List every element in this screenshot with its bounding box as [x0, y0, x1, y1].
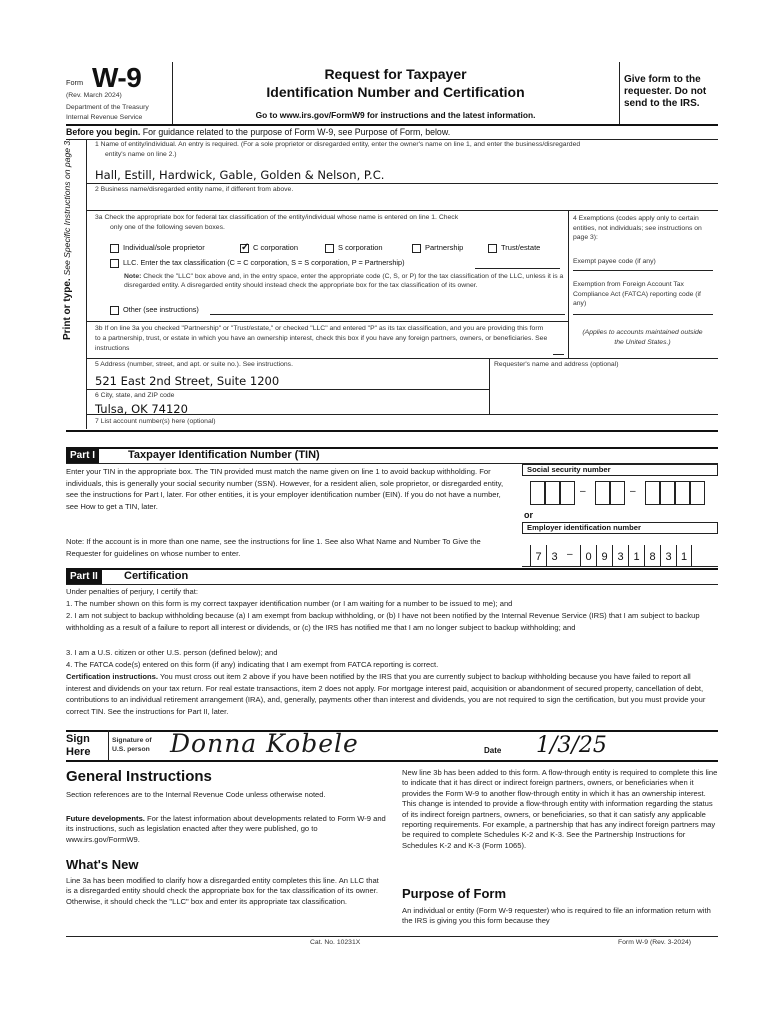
line3b-explanation: New line 3b has been added to this form. A flow-through entity is required to complete this line to indicate that it has direct or indirect foreign partners, owners, or beneficiaries when it provides the Form W-9 to another flow-through entity in which it has an ownership interest. This change is intended to provide a flow-through entity with information regarding the status of its indirect foreign partners, owners, or beneficiaries, so that it can satisfy any applicable reporting requirements. For example, a partnership that has any indirect foreign partners may be required to complete Schedules K-2 and K-3. See the Partnership Instructions for Schedules K-2 and K-3 (Form 1065). — [402, 768, 718, 850]
cert-item-3: 3. I am a U.S. citizen or other U.S. person (defined below); and — [66, 648, 278, 657]
date-field[interactable]: 1/3/25 — [536, 733, 607, 758]
ssn-box-6[interactable] — [645, 481, 660, 505]
goto-instructions: Go to www.irs.gov/FormW9 for instructions and the latest information. — [255, 110, 536, 120]
applies-note: (Applies to accounts maintained outside the United States.) — [582, 329, 703, 346]
department: Department of the Treasury — [66, 104, 149, 111]
line6-city-field[interactable]: Tulsa, OK 74120 — [95, 402, 188, 416]
ssn-box-9[interactable] — [690, 481, 705, 505]
part2-intro: Under penalties of perjury, I certify that: — [66, 587, 198, 596]
option-s-corporation[interactable]: S corporation — [325, 243, 383, 253]
option-c-corporation[interactable]: ✓ C corporation — [240, 243, 298, 253]
ein-digit-9: 1 — [676, 545, 692, 567]
sign-here-label: Sign Here — [66, 733, 91, 758]
option-llc[interactable]: LLC. Enter the tax classification (C = C corporation, S = S corporation, P = Partnership) — [110, 258, 405, 268]
checkbox-other[interactable] — [110, 306, 119, 315]
cert-item-1: 1. The number shown on this form is my correct taxpayer identification number (or I am waiting for a number to be issued to me); and — [66, 599, 513, 608]
form-label: Form — [66, 78, 84, 87]
ein-digit-6: 1 — [628, 545, 644, 567]
before-you-begin: Before you begin. For guidance related to the purpose of Form W-9, see Purpose of Form, below. — [66, 127, 451, 137]
line5-address-field[interactable]: 521 East 2nd Street, Suite 1200 — [95, 374, 280, 388]
ein-digit-1: 7 — [530, 545, 546, 567]
form-name: W-9 — [92, 62, 142, 93]
cert-instructions: Certification instructions. You must cross out item 2 above if you have been notified by the IRS that you are currently subject to backup withholding because you have failed to report all interest and dividends on your tax return. For real estate transactions, item 2 does not apply. For mortgage interest paid, acquisition or abandonment of secured property, cancellation of debt, contributions to an individual retirement arrangement (IRA), and, generally, payments other than interest and dividends, you are not required to sign the certification, but you must provide your correct TIN. See the instructions for Part II, later. — [66, 672, 706, 716]
ein-digit-8: 3 — [660, 545, 676, 567]
ssn-box-8[interactable] — [675, 481, 690, 505]
line5-label: 5 Address (number, street, and apt. or suite no.). See instructions. — [95, 361, 293, 368]
purpose-title: Purpose of Form — [402, 886, 507, 901]
option-individual[interactable]: Individual/sole proprietor — [110, 243, 205, 253]
line3a-label: 3a Check the appropriate box for federal tax classification of the entity/individual whose name is entered on line 1. Check — [95, 214, 459, 221]
line1-name-field[interactable]: Hall, Estill, Hardwick, Gable, Golden & Nelson, P.C. — [95, 168, 385, 182]
give-form-note: Give form to the requester. Do not send to the IRS. — [624, 74, 707, 109]
part1-badge: Part I — [66, 449, 99, 464]
checkbox-s-corporation[interactable] — [325, 244, 334, 253]
exempt-payee-label: Exempt payee code (if any) — [573, 258, 656, 265]
checkbox-llc[interactable] — [110, 259, 119, 268]
line3b-label: 3b If on line 3a you checked "Partnership" or "Trust/estate," or checked "LLC" and entered "P" as its tax classification, and you are providing this form to a partnership, trust, or estate in which you have an ownership interest, check this box if you have any foreign partners, owners, or beneficiaries. See instructions — [95, 325, 548, 352]
part1-note: Note: If the account is in more than one name, see the instructions for line 1. See also What Name and Number To Give the Requester for guidelines on whose number to enter. — [66, 537, 481, 558]
general-instructions-title: General Instructions — [66, 768, 212, 785]
signature-label: Signature of U.S. person — [112, 737, 152, 753]
checkbox-partnership[interactable] — [412, 244, 421, 253]
ssn-box-5[interactable] — [610, 481, 625, 505]
irs-label: Internal Revenue Service — [66, 114, 143, 121]
part1-text: Enter your TIN in the appropriate box. The TIN provided must match the name given on line 1 to avoid backup withholding. For individuals, this is generally your social security number (SSN). However, for a resident alien, sole proprietor, or disregarded entity, see the instructions for Part I, later. For other entities, it is your employer identification number (EIN). If you do not have a number, see How to get a TIN, later. — [66, 467, 504, 511]
option-partnership[interactable]: Partnership — [412, 243, 463, 253]
option-trust-estate[interactable]: Trust/estate — [488, 243, 540, 253]
line2-business-field[interactable] — [95, 197, 695, 209]
ein-digit-3: 0 — [580, 545, 596, 567]
ein-label: Employer identification number — [522, 522, 718, 534]
checkbox-trust-estate[interactable] — [488, 244, 497, 253]
ein-digit-5: 3 — [612, 545, 628, 567]
line3a-label-2: only one of the following seven boxes. — [110, 224, 225, 231]
title-line-2: Identification Number and Certification — [266, 84, 525, 100]
exemptions-heading: 4 Exemptions (codes apply only to certain entities, not individuals; see instructions on page 3): — [573, 215, 702, 242]
option-other[interactable]: Other (see instructions) — [110, 305, 199, 315]
ssn-box-1[interactable] — [530, 481, 545, 505]
signature-field[interactable]: Donna Kobele — [170, 729, 359, 758]
ein-digit-7: 8 — [644, 545, 660, 567]
or-label: or — [524, 510, 533, 520]
ein-digit-2: 3 — [546, 545, 562, 567]
ssn-box-2[interactable] — [545, 481, 560, 505]
ssn-box-7[interactable] — [660, 481, 675, 505]
requester-label: Requester's name and address (optional) — [494, 361, 619, 368]
cert-item-2: 2. I am not subject to backup withholding because (a) I am exempt from backup withholding, or (b) I have not been notified by the Internal Revenue Service (IRS) that I am subject to backup withholding as a result of a failure to report all interest or dividends, or (c) the IRS has notified me that I am no longer subject to backup withholding; and — [66, 611, 700, 632]
part2-title: Certification — [124, 570, 189, 582]
part2-badge: Part II — [66, 570, 102, 585]
checkbox-3b[interactable] — [553, 344, 564, 355]
purpose-text: An individual or entity (Form W-9 requester) who is required to file an information return with the IRS is giving you this form because they — [402, 906, 711, 926]
rev-date: (Rev. March 2024) — [66, 92, 122, 99]
ein-digit-4: 9 — [596, 545, 612, 567]
fatca-label: Exemption from Foreign Account Tax Compliance Act (FATCA) reporting code (if any) — [573, 281, 701, 308]
line6-label: 6 City, state, and ZIP code — [95, 392, 175, 399]
general-p2: Future developments. For the latest information about developments related to Form W-9 and its instructions, such as legislation enacted after they were published, go to www.irs.gov/FormW9. — [66, 814, 386, 844]
line1-label-2: entity's name on line 2.) — [105, 151, 177, 158]
general-p1: Section references are to the Internal Revenue Code unless otherwise noted. — [66, 790, 326, 799]
llc-note: Note: Check the "LLC" box above and, in the entry space, enter the appropriate code (C, S, or P) for the tax classification of the LLC, unless it is a disregarded entity. A disregarded entity should instead check the appropriate box for the tax classification of its owner. — [124, 273, 564, 290]
whats-new-title: What's New — [66, 857, 139, 872]
title-line-1: Request for Taxpayer — [324, 66, 467, 82]
date-label: Date — [484, 746, 502, 755]
side-print-or-type: Print or type. See Specific Instructions on page 3. — [62, 138, 73, 340]
whats-new-text: Line 3a has been modified to clarify how a disregarded entity completes this line. An LLC that is a disregarded entity should check the appropriate box for the tax classification of its owner. Otherwise, it should check the "LLC" box and enter its appropriate tax classification. — [66, 876, 379, 906]
ssn-box-3[interactable] — [560, 481, 575, 505]
part1-title: Taxpayer Identification Number (TIN) — [128, 449, 320, 461]
line7-label: 7 List account number(s) here (optional) — [95, 418, 216, 425]
footer-form: Form W-9 (Rev. 3-2024) — [618, 939, 692, 946]
ssn-box-4[interactable] — [595, 481, 610, 505]
checkbox-c-corporation[interactable] — [240, 244, 249, 253]
line2-label: 2 Business name/disregarded entity name, if different from above. — [95, 186, 294, 193]
ssn-label: Social security number — [522, 464, 718, 476]
cat-no: Cat. No. 10231X — [310, 939, 361, 946]
line1-label: 1 Name of entity/individual. An entry is required. (For a sole proprietor or disregarded entity, enter the owner's name on line 1, and enter the business/disregarded — [95, 141, 581, 148]
cert-item-4: 4. The FATCA code(s) entered on this form (if any) indicating that I am exempt from FATCA reporting is correct. — [66, 660, 439, 669]
checkbox-individual[interactable] — [110, 244, 119, 253]
